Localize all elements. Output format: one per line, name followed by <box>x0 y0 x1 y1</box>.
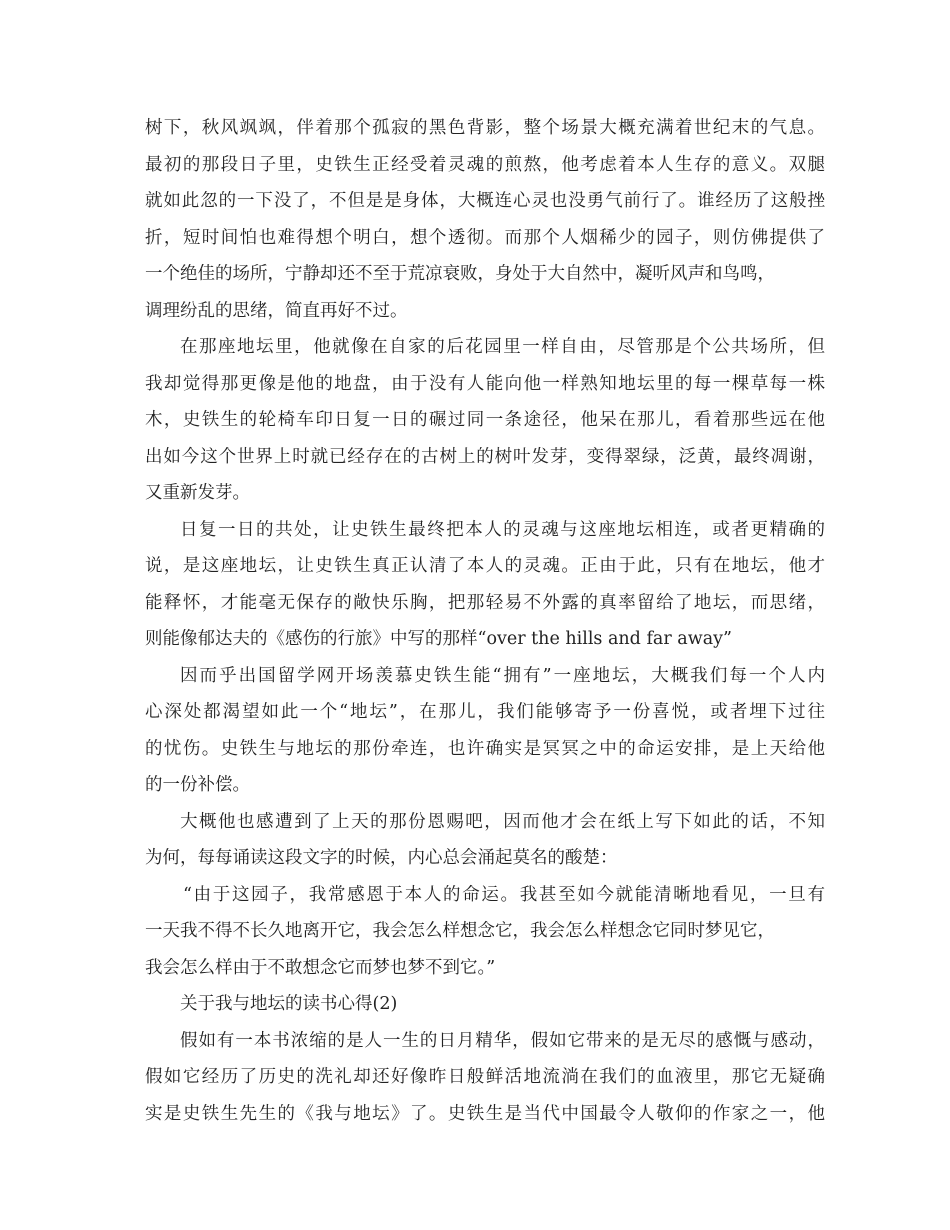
text-line: 心深处都渴望如此一个“地坛”，在那儿，我们能够寄予一份喜悦，或者埋下过往 <box>145 702 825 722</box>
text-line: 就如此忽的一下没了，不但是是身体，大概连心灵也没勇气前行了。谁经历了这般挫 <box>145 191 825 211</box>
text-line: 我却觉得那更像是他的地盘，由于没有人能向他一样熟知地坛里的每一棵草每一株 <box>145 373 825 394</box>
text-line: 在那座地坛里，他就像在自家的后花园里一样自由，尽管那是个公共场所，但 <box>180 337 825 357</box>
text-line: 关于我与地坛的读书心得(2) <box>180 994 398 1014</box>
text-line: 又重新发芽。 <box>145 483 250 503</box>
text-line: 假如有一本书浓缩的是人一生的日月精华，假如它带来的是无尽的感慨与感动， <box>180 1030 825 1051</box>
text-line: 因而乎出国留学网开场羡慕史铁生能“拥有”一座地坛，大概我们每一个人内 <box>180 665 825 686</box>
document-body <box>145 110 825 1132</box>
text-line: 出如今这个世界上时就已经存在的古树上的树叶发芽，变得翠绿，泛黄，最终凋谢， <box>145 446 825 467</box>
text-line: 实是史铁生先生的《我与地坛》了。史铁生是当代中国最令人敬仰的作家之一，他 <box>145 1103 825 1124</box>
text-line: 最初的那段日子里，史铁生正经受着灵魂的煎熬，他考虑着本人生存的意义。双腿 <box>145 154 825 175</box>
text-line: 调理纷乱的思绪，简直再好不过。 <box>145 300 408 321</box>
text-line: “由于这园子，我常感恩于本人的命运。我甚至如今就能清晰地看见，一旦有 <box>183 884 825 905</box>
text-line: 的一份补偿。 <box>145 775 250 795</box>
text-line: 为何，每每诵读这段文字的时候，内心总会涌起莫名的酸楚： <box>145 848 618 868</box>
text-line: 大概他也感遭到了上天的那份恩赐吧，因而他才会在纸上写下如此的话，不知 <box>180 811 825 832</box>
text-line: 折，短时间怕也难得想个明白，想个透彻。而那个人烟稀少的园子，则仿佛提供了 <box>145 227 825 248</box>
text-line: 的忧伤。史铁生与地坛的那份牵连，也许确实是冥冥之中的命运安排，是上天给他 <box>145 738 825 759</box>
text-line: 说，是这座地坛，让史铁生真正认清了本人的灵魂。正由于此，只有在地坛，他才 <box>145 556 825 576</box>
text-line: 木，史铁生的轮椅车印日复一日的碾过同一条途径，他呆在那儿，看着那些远在他 <box>145 410 825 430</box>
text-line: 树下，秋风飒飒，伴着那个孤寂的黑色背影，整个场景大概充满着世纪末的气息。 <box>145 118 825 138</box>
text-line: 日复一日的共处，让史铁生最终把本人的灵魂与这座地坛相连，或者更精确的 <box>180 519 825 540</box>
text-line: 假如它经历了历史的洗礼却还好像昨日般鲜活地流淌在我们的血液里，那它无疑确 <box>145 1067 825 1087</box>
text-line: 则能像郁达夫的《感伤的行旅》中写的那样“over the hills and far away” <box>145 629 732 649</box>
text-line: 一天我不得不长久地离开它，我会怎么样想念它，我会怎么样想念它同时梦见它， <box>145 921 775 941</box>
text-line: 能释怀，才能毫无保存的敞快乐胸，把那轻易不外露的真率留给了地坛，而思绪， <box>145 592 825 613</box>
text-line: 我会怎么样由于不敢想念它而梦也梦不到它。” <box>145 957 496 978</box>
text-line: 一个绝佳的场所，宁静却还不至于荒凉衰败，身处于大自然中，凝听风声和鸟鸣， <box>145 264 775 284</box>
